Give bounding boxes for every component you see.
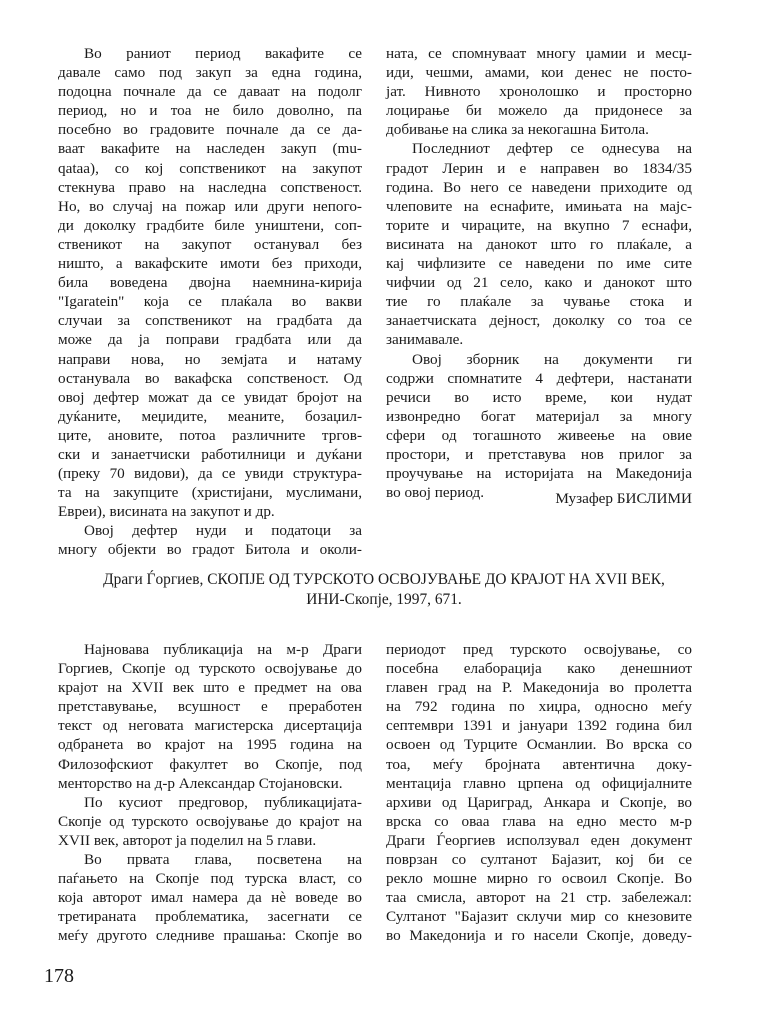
text-line: овој дефтер можат да се увидат бројот на [58,388,362,406]
text-line: та на закупците (христијани, муслимани, [58,484,362,502]
text-line: освоен од Турците Османлии. Во врска со [386,736,692,754]
text-line: период, но и тоа не било доволно, па [58,102,362,120]
text-line: XVII век, авторот ја поделил на 5 глави. [58,831,317,849]
text-line: сфери од тогашното живеење на овие [386,426,692,444]
text-line: простори, и претставува нов прилог за [386,445,692,463]
text-line: останувала во вакафска сопственост. Од [58,369,362,387]
text-line: ната, се спомнуваат многу џамии и месџ- [386,45,692,62]
text-line: ственикот на закупот останувал без [58,235,362,253]
text-line: Но, во случај на пожар или други непого- [58,197,362,215]
text-line: меѓу другото следниве прашања: Скопје во [58,927,362,945]
text-line: менторство на д-р Александар Стојановски. [58,774,343,792]
text-line: одбранета во крајот на 1995 година на [58,736,362,754]
text-line: ски и занаетчиски работилници и дуќани [58,445,362,463]
text-line: многу објекти во градот Битола и околи- [58,541,362,559]
text-line: во Македонија и го насели Скопје, доведу- [386,927,692,945]
text-line: може да ја поправи градбата или да [58,331,362,349]
text-line: Во првата глава, посветена на [84,851,362,869]
text-line: била воведена двојна наемнина-кирија [58,274,362,292]
text-line: (преку 70 видови), да се увиди структура- [58,465,362,483]
text-line: тие го плаќале за чување стока и [386,293,692,311]
text-line: тоа, меѓу бројната автентична доку- [386,755,692,773]
text-line: чифчии од 21 село, како и данокот што [386,274,692,292]
text-line: главен град на Р. Македонија во пролетта [386,679,692,697]
text-line: Овој зборник на документи ги [412,350,692,368]
text-line: qataa), со кој сопственикот на закупот [58,159,362,177]
text-line: во овој период. [386,484,484,502]
text-line: Најновава публикација на м-р Драги [84,641,362,658]
text-line: занаетчиската дејност, доколку со тоа се [386,312,692,330]
text-line: Скопје од турското освојување до крајот на [58,812,362,830]
text-line: торите и чираците, на вкупно 7 еснафи, [386,216,692,234]
text-line: рекло мошне мирно го освоил Скопје. Во [386,870,692,888]
text-line: проучување на историјата на Македонија [386,465,692,483]
text-line: иди, чешми, амами, кои денес не посто- [386,64,692,82]
text-line: Филозофскиот факултет во Скопје, под [58,755,362,773]
text-line: направи нова, но земјата и натаму [58,350,362,368]
text-line: речиси во исто време, кои нудат [386,388,692,406]
text-line: извонредно богат материјал за многу [386,407,692,425]
text-line: дуќаните, меџидите, меаните, бозаџил- [58,407,362,425]
text-line: периодот пред турското освојување, со [386,641,692,658]
text-line: Султанот "Бајазит склучи мир со кнезовите [386,908,692,926]
text-line: таа смисла, авторот на 21 стр. забележал: [386,889,692,907]
text-line: врска со оваа глава на едно место м-р [386,812,692,830]
text-line: година. Во него се наведени приходите од [386,178,692,196]
top-left-column [58,44,362,560]
text-line: лоцирање би можело да придонесе за [386,102,692,120]
text-line: на 792 година по хиџра, односно меѓу [386,698,692,716]
text-line: Во раниот период вакафите се [84,45,362,62]
page-number: 178 [44,965,74,987]
text-line: паѓањето на Скопје под турска власт, со [58,870,362,888]
text-line: претставување, всушност е преработен [58,698,362,716]
text-line: Евреи), висината на закупот и др. [58,503,275,521]
text-line: члеповите на еснафите, имињата на мајс- [386,197,692,215]
text-line: подоцна почнале да се даваат на подолг [58,83,362,101]
text-line: текст од неговата магистерска дисертација [58,717,362,735]
review-author-signature: Музафер БИСЛИМИ [555,490,692,507]
text-line: давале само под закуп за една година, [58,64,362,82]
text-line: ваат вакафите на наследен закуп (mu- [58,140,362,158]
text-line: градот Лерин и е направен во 1834/35 [386,159,692,177]
bottom-left-column [58,640,362,946]
text-line: кај чифлизите се наведени по име сите [386,255,692,273]
text-line: содржи спомнатите 4 дефтери, настанати [386,369,692,387]
text-line: јат. Нивното хронолошко и просторно [386,83,692,101]
bottom-right-column [386,640,692,946]
text-line: висината на данокот што го плаќале, а [386,235,692,253]
review-heading-line-1: Драги Ѓоргиев, СКОПЈЕ ОД ТУРСКОТО ОСВОЈУВАЊЕ ДО КРАЈОТ НА XVII ВЕК, [103,571,665,588]
text-line: ците, ановите, потоа различните тргов- [58,426,362,444]
text-line: ништо, а вакафските имоти без приходи, [58,255,362,273]
text-line: стекнува право на наследна сопственост. [58,178,362,196]
text-line: септември 1391 и јануари 1392 година бил [386,717,692,735]
text-line: која авторот имал намера да нѐ воведе во [58,889,362,907]
text-line: Горгиев, Скопје од турското освојување до [58,660,362,678]
text-line: поврзан со султанот Бајазит, кој би се [386,851,692,869]
text-line: третираната проблематика, засегнати се [58,908,362,926]
text-line: посебно во градовите почнале да се да- [58,121,362,139]
text-line: Драги Ѓеоргиев исползувал еден документ [386,831,692,849]
top-right-column [386,44,692,502]
text-line: посебна елаборација како денешниот [386,660,692,678]
text-line: добивање на слика за некогашна Битола. [386,121,649,139]
text-line: архиви од Цариград, Анкара и Скопје, во [386,793,692,811]
review-heading [40,570,728,610]
text-line: случаи за сопственикот на градбата да [58,312,362,330]
text-line: ди доколку градбите биле уништени, соп- [58,216,362,234]
text-line: крајот на XVII век што е предмет на ова [58,679,362,697]
text-line: Последниот дефтер се однесува на [412,140,692,158]
text-line: ментација главно црпена од официјалните [386,774,692,792]
text-line: Овој дефтер нуди и податоци за [84,522,362,540]
text-line: По кусиот предговор, публикацијата- [84,793,362,811]
text-line: занимавале. [386,331,464,349]
review-heading-line-2: ИНИ-Скопје, 1997, 671. [306,591,462,608]
text-line: "Igaratein" која се плаќала во вакви [58,293,362,311]
